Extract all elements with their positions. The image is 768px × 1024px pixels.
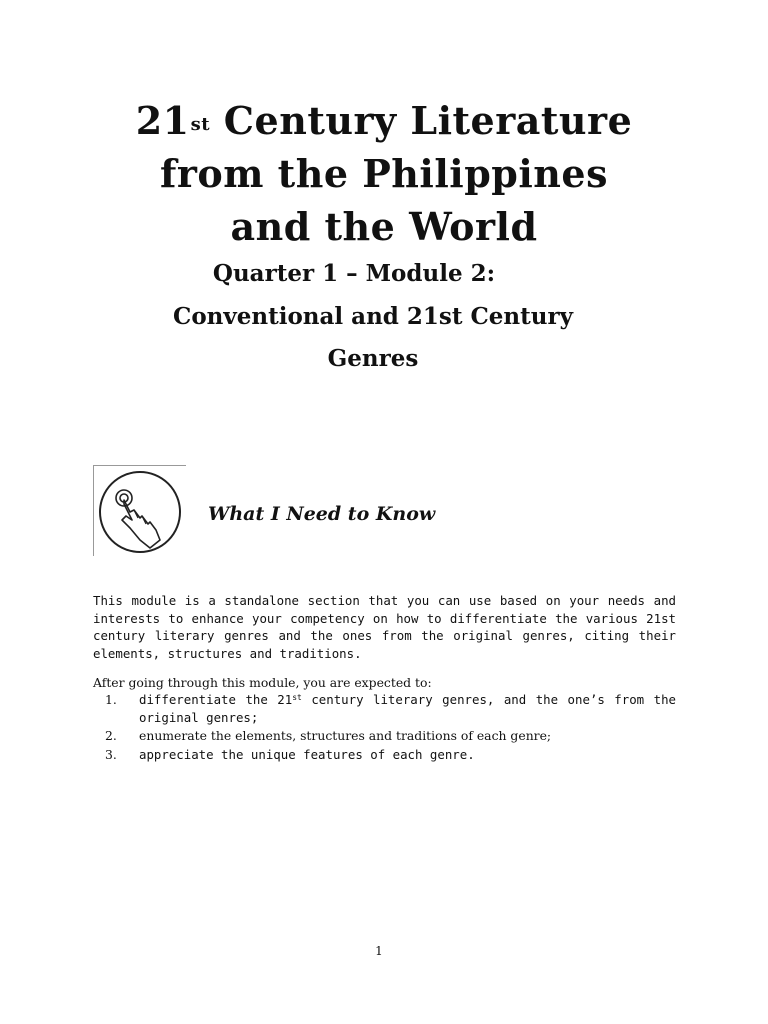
quarter-module-label: Quarter 1 – Module 2: bbox=[212, 260, 496, 287]
objectives-list bbox=[105, 691, 676, 764]
title-line-2: from the Philippines bbox=[159, 151, 609, 196]
module-title bbox=[0, 94, 768, 253]
ordinal-superscript: st bbox=[190, 114, 211, 135]
list-item-number: 2. bbox=[105, 728, 117, 743]
title-line-3: and the World bbox=[230, 204, 538, 249]
section-heading-what-i-need-to-know: What I Need to Know bbox=[208, 503, 436, 525]
intro-paragraph: This module is a standalone section that you can use based on your needs and interests to enhance your competency on how to differentiate the various 21st century literary genres and the ones from the original genres, citing their elements, structures and traditions. bbox=[93, 593, 676, 661]
module-topic-line-1: Conventional and 21st Century bbox=[173, 303, 573, 330]
list-item-text: differentiate the 21st century literary genres, and the one’s from the original genres; bbox=[139, 692, 676, 725]
list-item-number: 1. bbox=[105, 692, 117, 707]
list-item bbox=[105, 691, 676, 726]
list-item bbox=[105, 746, 676, 764]
objectives-intro: After going through this module, you are expected to: bbox=[93, 675, 432, 690]
pointing-hand-icon bbox=[93, 465, 186, 556]
page-number: 1 bbox=[375, 944, 383, 958]
list-item bbox=[105, 727, 676, 745]
title-line-1: 21st Century Literature bbox=[135, 98, 633, 143]
list-item-text: enumerate the elements, structures and traditions of each genre; bbox=[139, 728, 552, 743]
list-item-number: 3. bbox=[105, 746, 117, 762]
module-topic-line-2: Genres bbox=[327, 345, 419, 372]
list-item-text: appreciate the unique features of each genre. bbox=[139, 746, 475, 762]
